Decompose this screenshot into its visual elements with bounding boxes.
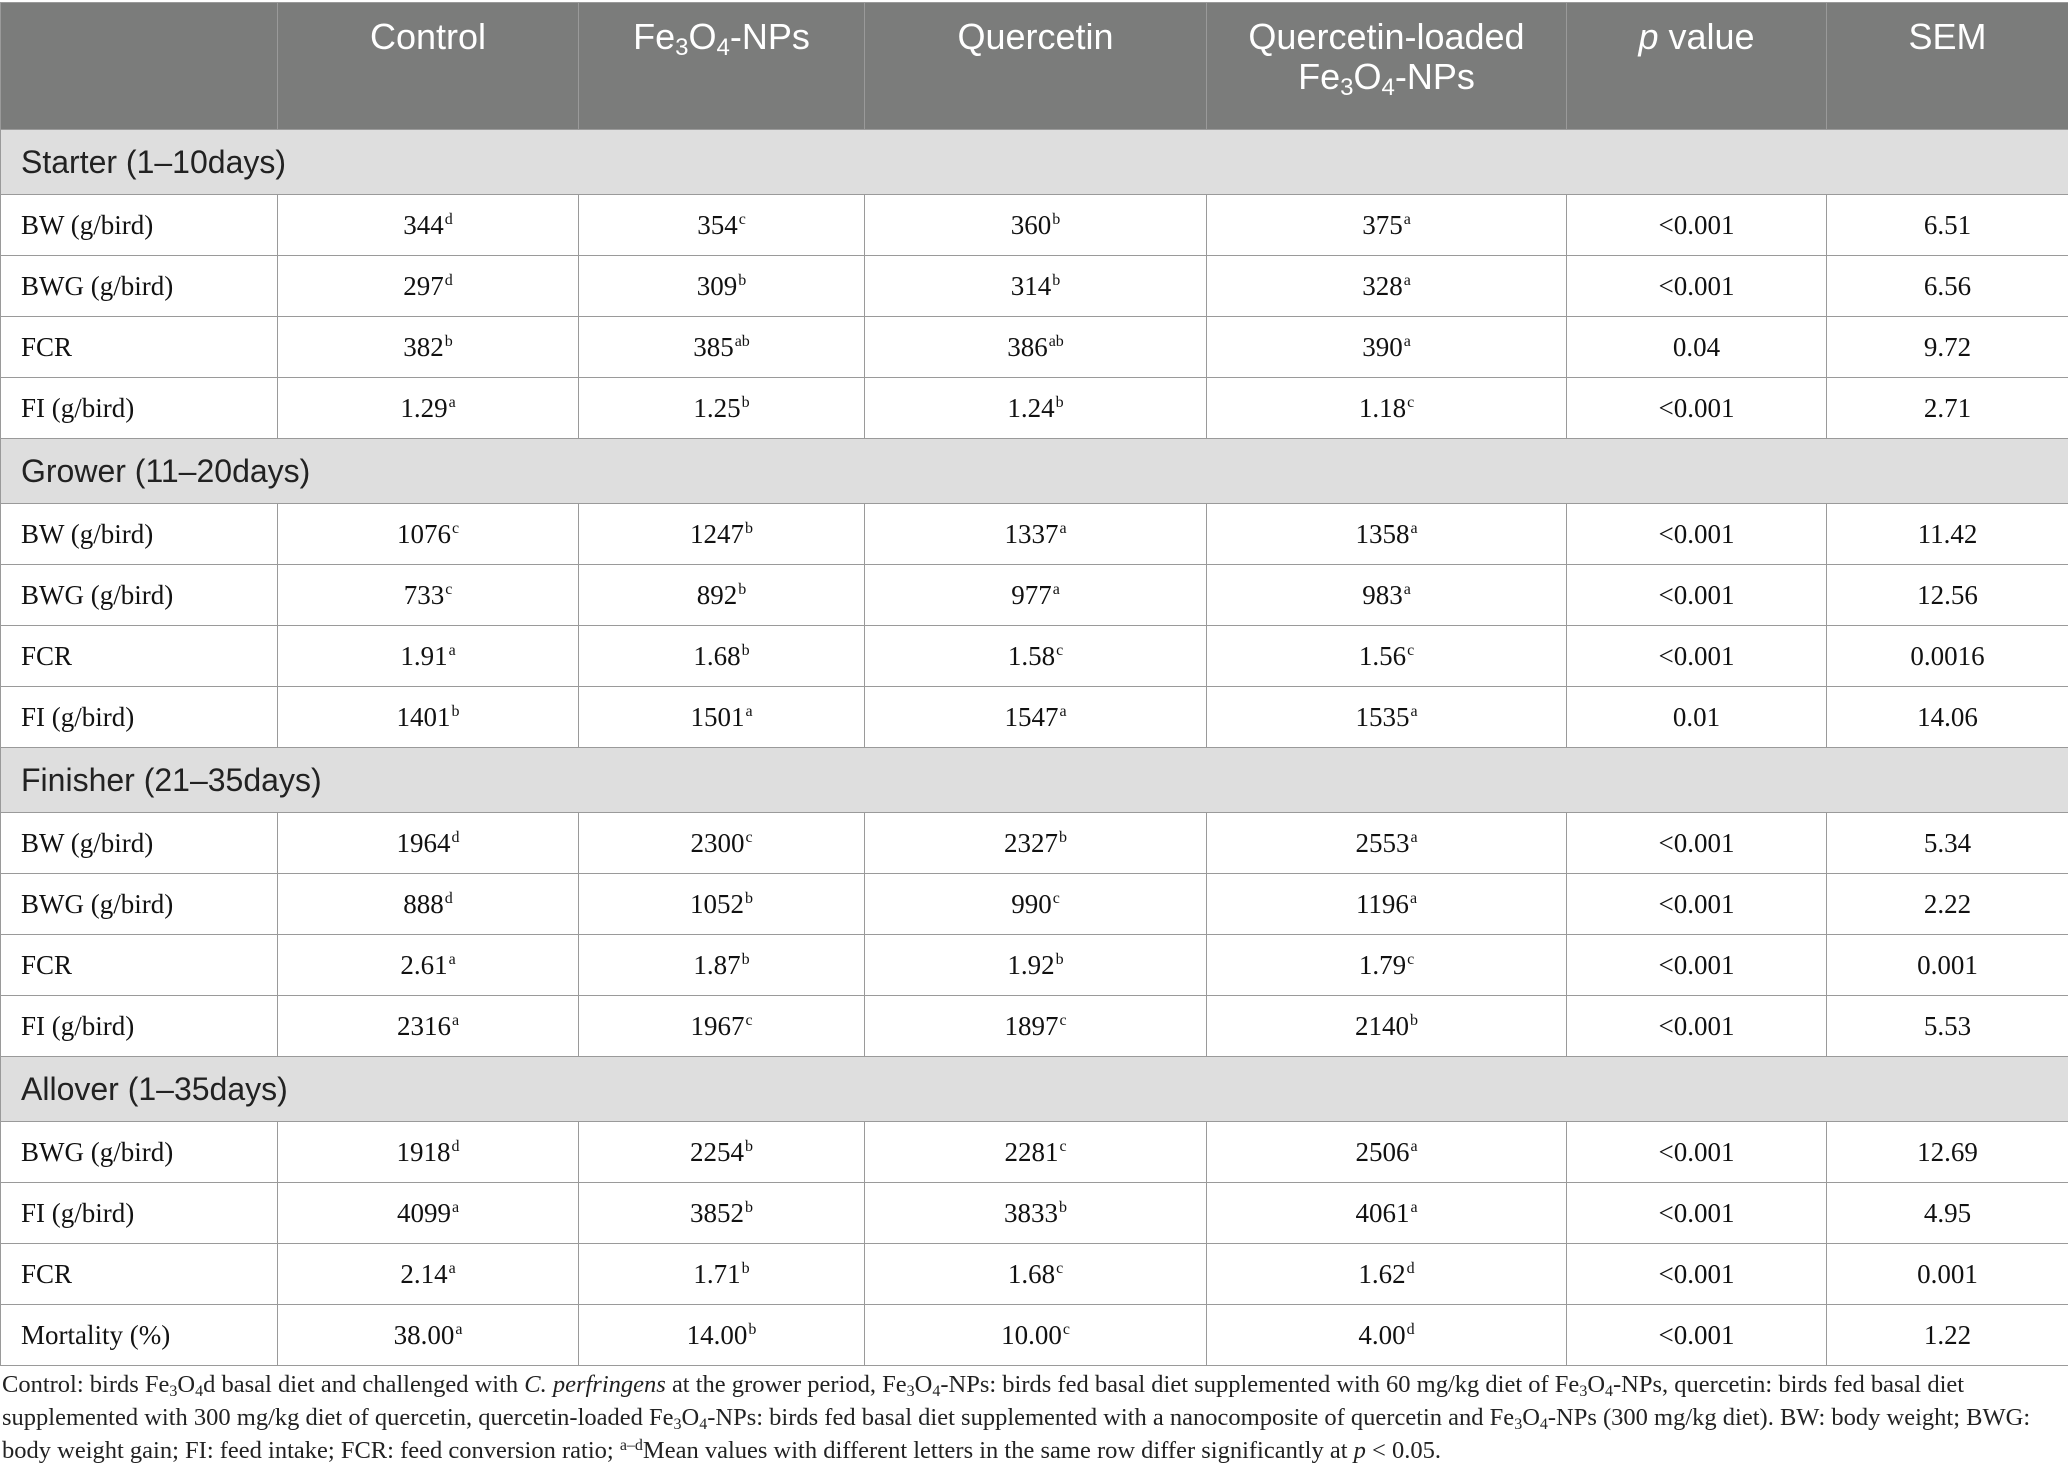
p-value-cell: <0.001	[1567, 626, 1827, 687]
significance-letter: a	[1059, 702, 1067, 720]
table-row	[1, 996, 2068, 1057]
section-title: Allover (1–35days)	[1, 1057, 2068, 1122]
table-cell	[278, 317, 579, 378]
significance-letter: b	[745, 519, 753, 537]
cell-value: 1.79	[1358, 949, 1407, 980]
table-cell	[579, 195, 865, 256]
table-cell	[1207, 504, 1567, 565]
cell-value: 1247	[690, 518, 744, 549]
cell-value: 2506	[1355, 1136, 1410, 1167]
table-cell	[278, 1183, 579, 1244]
cell-value: 1.68	[1007, 1258, 1056, 1289]
significance-letter: b	[444, 332, 453, 350]
row-label: FI (g/bird)	[1, 378, 278, 439]
significance-letter: c	[738, 210, 746, 228]
cell-value: 2140	[1355, 1010, 1409, 1041]
table-cell	[579, 1122, 865, 1183]
header-sem: SEM	[1827, 3, 2068, 130]
cell-value: 2281	[1004, 1136, 1059, 1167]
row-label: FCR	[1, 317, 278, 378]
table-row	[1, 935, 2068, 996]
cell-value: 1547	[1004, 701, 1059, 732]
significance-letter: b	[1055, 393, 1064, 411]
table-cell	[1207, 687, 1567, 748]
significance-letter: c	[445, 580, 453, 598]
significance-letter: b	[1059, 828, 1067, 846]
table-cell	[278, 813, 579, 874]
row-label: BWG (g/bird)	[1, 256, 278, 317]
cell-value: 2316	[396, 1010, 451, 1041]
significance-letter: a	[448, 641, 456, 659]
table-row	[1, 626, 2068, 687]
sem-cell: 1.22	[1827, 1305, 2068, 1366]
table-body	[1, 130, 2068, 1366]
significance-letter: d	[451, 1137, 460, 1155]
cell-value: 977	[1011, 579, 1052, 610]
sem-cell: 0.0016	[1827, 626, 2068, 687]
significance-letter: d	[451, 828, 460, 846]
cell-value: 2.61	[400, 949, 448, 980]
cell-value: 1.87	[693, 949, 741, 980]
row-label: BW (g/bird)	[1, 504, 278, 565]
table-cell	[1207, 813, 1567, 874]
significance-letter: b	[745, 1198, 753, 1216]
significance-letter: c	[1407, 393, 1415, 411]
row-label: BW (g/bird)	[1, 195, 278, 256]
sem-cell: 2.22	[1827, 874, 2068, 935]
significance-letter: c	[1059, 1011, 1067, 1029]
significance-letter: a	[455, 1320, 463, 1338]
significance-letter: b	[741, 393, 750, 411]
table-cell	[1207, 626, 1567, 687]
significance-letter: b	[738, 271, 747, 289]
table-cell	[1207, 256, 1567, 317]
cell-value: 382	[403, 331, 444, 362]
table-cell	[579, 317, 865, 378]
table-cell	[865, 1305, 1207, 1366]
table-cell	[865, 1122, 1207, 1183]
section-row	[1, 130, 2068, 195]
cell-value: 1535	[1355, 701, 1410, 732]
table-cell	[865, 504, 1207, 565]
row-label: FI (g/bird)	[1, 687, 278, 748]
sem-cell: 6.56	[1827, 256, 2068, 317]
table-row	[1, 1122, 2068, 1183]
cell-value: 38.00	[393, 1319, 455, 1350]
table-cell	[579, 1183, 865, 1244]
significance-letter: a	[1410, 702, 1418, 720]
cell-value: 1.25	[693, 392, 741, 423]
section-row	[1, 748, 2068, 813]
table-cell	[865, 626, 1207, 687]
cell-value: 328	[1362, 270, 1403, 301]
table-row	[1, 874, 2068, 935]
p-value-cell: <0.001	[1567, 504, 1827, 565]
sem-cell: 12.69	[1827, 1122, 2068, 1183]
sem-cell: 6.51	[1827, 195, 2068, 256]
cell-value: 344	[403, 209, 444, 240]
cell-value: 1.56	[1358, 640, 1407, 671]
table-row	[1, 317, 2068, 378]
table-cell	[1207, 195, 1567, 256]
significance-letter: b	[1052, 271, 1061, 289]
significance-letter: b	[1052, 210, 1061, 228]
cell-value: 1196	[1355, 888, 1409, 919]
significance-letter: a	[1403, 580, 1411, 598]
significance-letter: b	[745, 889, 753, 907]
significance-letter: a	[448, 1259, 456, 1277]
table-cell	[579, 256, 865, 317]
significance-letter: c	[1052, 889, 1060, 907]
sem-cell: 12.56	[1827, 565, 2068, 626]
cell-value: 1.71	[693, 1258, 741, 1289]
significance-letter: b	[451, 702, 460, 720]
sem-cell: 11.42	[1827, 504, 2068, 565]
cell-value: 1337	[1004, 518, 1059, 549]
header-corner	[1, 3, 278, 130]
table-cell	[865, 317, 1207, 378]
cell-value: 2553	[1355, 827, 1410, 858]
row-label: FCR	[1, 935, 278, 996]
p-value-cell: <0.001	[1567, 996, 1827, 1057]
p-value-cell: 0.01	[1567, 687, 1827, 748]
significance-letter: d	[444, 271, 453, 289]
significance-letter: b	[1055, 950, 1064, 968]
cell-value: 1.91	[400, 640, 448, 671]
row-label: BWG (g/bird)	[1, 565, 278, 626]
cell-value: 892	[696, 579, 738, 610]
table-cell	[579, 935, 865, 996]
cell-value: 1967	[690, 1010, 745, 1041]
significance-letter: a	[745, 702, 753, 720]
cell-value: 1.24	[1007, 392, 1055, 423]
section-title: Finisher (21–35days)	[1, 748, 2068, 813]
table-cell	[1207, 1122, 1567, 1183]
significance-letter: d	[1406, 1320, 1415, 1338]
section-title: Grower (11–20days)	[1, 439, 2068, 504]
cell-value: 10.00	[1001, 1319, 1062, 1350]
table-cell	[278, 195, 579, 256]
cell-value: 4.00	[1358, 1319, 1406, 1350]
cell-value: 733	[403, 579, 445, 610]
significance-letter: c	[1056, 1259, 1064, 1277]
table-cell	[579, 1305, 865, 1366]
table-cell	[865, 256, 1207, 317]
row-label: FI (g/bird)	[1, 1183, 278, 1244]
table-cell	[278, 1244, 579, 1305]
cell-value: 3852	[690, 1197, 744, 1228]
table-cell	[865, 813, 1207, 874]
cell-value: 14.00	[686, 1319, 748, 1350]
header-control: Control	[278, 3, 579, 130]
table-cell	[579, 996, 865, 1057]
cell-value: 2327	[1004, 827, 1058, 858]
sem-cell: 14.06	[1827, 687, 2068, 748]
results-table	[0, 2, 2068, 1366]
significance-letter: c	[1407, 641, 1415, 659]
p-value-cell: <0.001	[1567, 1305, 1827, 1366]
cell-value: 4099	[396, 1197, 451, 1228]
table-row	[1, 565, 2068, 626]
table-cell	[1207, 1305, 1567, 1366]
header-quercetin: Quercetin	[865, 3, 1207, 130]
table-cell	[1207, 996, 1567, 1057]
cell-value: 375	[1362, 209, 1403, 240]
section-title: Starter (1–10days)	[1, 130, 2068, 195]
sem-cell: 5.53	[1827, 996, 2068, 1057]
cell-value: 1501	[690, 701, 745, 732]
table-cell	[278, 1305, 579, 1366]
cell-value: 1.29	[400, 392, 448, 423]
significance-letter: a	[1403, 210, 1411, 228]
sem-cell: 2.71	[1827, 378, 2068, 439]
table-cell	[579, 565, 865, 626]
cell-value: 1.58	[1007, 640, 1056, 671]
table-cell	[1207, 935, 1567, 996]
p-value-cell: <0.001	[1567, 874, 1827, 935]
table-row	[1, 1244, 2068, 1305]
cell-value: 1076	[396, 518, 451, 549]
p-value-cell: <0.001	[1567, 565, 1827, 626]
significance-letter: b	[1410, 1011, 1418, 1029]
significance-letter: c	[1056, 641, 1064, 659]
table-cell	[865, 687, 1207, 748]
table-cell	[865, 195, 1207, 256]
table-cell	[579, 504, 865, 565]
row-label: BWG (g/bird)	[1, 874, 278, 935]
p-value-cell: <0.001	[1567, 1122, 1827, 1183]
significance-letter: a	[1410, 1198, 1418, 1216]
table-footnote: Control: birds $Fe_3O_4d$ basal diet and challenged with C. perfringens at the grower period, $Fe_3O_4$-NPs: birds fed basal diet supplemented with 60 mg/kg diet of $Fe_3O_4$-NPs, quercetin: birds fed basal diet supplemented with 300 mg/kg diet of quercetin, quercetin-loaded $Fe_3O_4$-NPs: birds fed basal diet supplemented with a nanocomposite of quercetin and $Fe_3O_4$-NPs (300 mg/kg diet). BW: body weight; BWG: body weight gain; FI: feed intake; FCR: feed conversion ratio; $^{a-d}$Mean values with different letters in the same row differ significantly at p < 0.05.	[2, 1371, 2031, 1464]
table-cell	[865, 378, 1207, 439]
row-label: FCR	[1, 1244, 278, 1305]
table-cell	[865, 1183, 1207, 1244]
table-cell	[278, 996, 579, 1057]
cell-value: 2.14	[400, 1258, 448, 1289]
significance-letter: a	[1059, 519, 1067, 537]
row-label: FCR	[1, 626, 278, 687]
table-cell	[278, 1122, 579, 1183]
table-cell	[579, 687, 865, 748]
significance-letter: b	[745, 1137, 753, 1155]
significance-letter: b	[748, 1320, 757, 1338]
table-cell	[1207, 1244, 1567, 1305]
significance-letter: c	[1407, 950, 1415, 968]
cell-value: 2300	[690, 827, 745, 858]
table-cell	[278, 504, 579, 565]
significance-letter: a	[1410, 1137, 1418, 1155]
significance-letter: c	[745, 1011, 753, 1029]
table-cell	[278, 256, 579, 317]
significance-letter: b	[738, 580, 747, 598]
header-p-value: p value	[1567, 3, 1827, 130]
p-value-cell: <0.001	[1567, 1244, 1827, 1305]
sem-cell: 0.001	[1827, 935, 2068, 996]
p-value-cell: <0.001	[1567, 195, 1827, 256]
cell-value: 3833	[1004, 1197, 1058, 1228]
cell-value: 1918	[396, 1136, 451, 1167]
cell-value: 1.62	[1358, 1258, 1406, 1289]
table-cell	[278, 565, 579, 626]
header-fe3o4-nps: $Fe_3O_4$-NPs	[579, 3, 865, 130]
significance-letter: a	[451, 1198, 460, 1216]
table-cell	[865, 935, 1207, 996]
sem-cell: 9.72	[1827, 317, 2068, 378]
significance-letter: a	[1403, 332, 1411, 350]
table-row	[1, 504, 2068, 565]
cell-value: 390	[1362, 331, 1403, 362]
p-value-cell: <0.001	[1567, 813, 1827, 874]
table-cell	[865, 1244, 1207, 1305]
sem-cell: 4.95	[1827, 1183, 2068, 1244]
table-cell	[579, 813, 865, 874]
significance-letter: d	[444, 889, 453, 907]
table-cell	[1207, 317, 1567, 378]
row-label: Mortality (%)	[1, 1305, 278, 1366]
table-row	[1, 195, 2068, 256]
significance-letter: a	[451, 1011, 460, 1029]
p-value-cell: 0.04	[1567, 317, 1827, 378]
significance-letter: ab	[1048, 332, 1064, 350]
significance-letter: a	[448, 950, 456, 968]
row-label: BWG (g/bird)	[1, 1122, 278, 1183]
table-cell	[1207, 565, 1567, 626]
cell-value: 1.18	[1358, 392, 1407, 423]
significance-letter: d	[444, 210, 453, 228]
table-cell	[278, 874, 579, 935]
section-row	[1, 439, 2068, 504]
table-cell	[278, 378, 579, 439]
significance-letter: b	[741, 950, 750, 968]
sem-cell: 5.34	[1827, 813, 2068, 874]
significance-letter: c	[451, 519, 460, 537]
cell-value: 1897	[1004, 1010, 1059, 1041]
significance-letter: c	[1062, 1320, 1070, 1338]
table-header	[1, 3, 2068, 130]
cell-value: 385	[693, 331, 734, 362]
table-cell	[278, 935, 579, 996]
cell-value: 4061	[1355, 1197, 1410, 1228]
sem-cell: 0.001	[1827, 1244, 2068, 1305]
table-cell	[1207, 1183, 1567, 1244]
cell-value: 386	[1007, 331, 1048, 362]
table-cell	[278, 626, 579, 687]
cell-value: 1358	[1355, 518, 1410, 549]
cell-value: 360	[1010, 209, 1052, 240]
table-cell	[579, 378, 865, 439]
cell-value: 1401	[396, 701, 451, 732]
table-cell	[278, 687, 579, 748]
table-row	[1, 256, 2068, 317]
cell-value: 297	[403, 270, 444, 301]
table-cell	[579, 626, 865, 687]
table-cell	[1207, 378, 1567, 439]
table-row	[1, 1183, 2068, 1244]
p-value-cell: <0.001	[1567, 1183, 1827, 1244]
cell-value: 309	[696, 270, 738, 301]
table-cell	[579, 1244, 865, 1305]
significance-letter: c	[745, 828, 753, 846]
cell-value: 888	[403, 888, 444, 919]
table-row	[1, 813, 2068, 874]
header-row	[1, 3, 2068, 130]
table-cell	[579, 874, 865, 935]
cell-value: 2254	[690, 1136, 744, 1167]
significance-letter: ab	[734, 332, 750, 350]
p-value-cell: <0.001	[1567, 935, 1827, 996]
table-cell	[865, 565, 1207, 626]
significance-letter: b	[1059, 1198, 1067, 1216]
significance-letter: b	[741, 641, 750, 659]
significance-letter: a	[448, 393, 456, 411]
header-quercetin-loaded: Quercetin-loaded $Fe_3O_4$-NPs	[1207, 3, 1567, 130]
significance-letter: a	[1403, 271, 1411, 289]
significance-letter: a	[1410, 519, 1418, 537]
section-row	[1, 1057, 2068, 1122]
table-row	[1, 1305, 2068, 1366]
significance-letter: a	[1410, 828, 1418, 846]
table-cell	[865, 874, 1207, 935]
cell-value: 314	[1010, 270, 1052, 301]
cell-value: 1052	[690, 888, 744, 919]
cell-value: 354	[697, 209, 738, 240]
table-row	[1, 378, 2068, 439]
table-row	[1, 687, 2068, 748]
row-label: FI (g/bird)	[1, 996, 278, 1057]
p-value-cell: <0.001	[1567, 256, 1827, 317]
significance-letter: c	[1059, 1137, 1067, 1155]
table-cell	[1207, 874, 1567, 935]
cell-value: 1.92	[1007, 949, 1055, 980]
significance-letter: a	[1052, 580, 1060, 598]
cell-value: 983	[1362, 579, 1403, 610]
significance-letter: a	[1409, 889, 1418, 907]
cell-value: 1.68	[693, 640, 741, 671]
cell-value: 1964	[396, 827, 451, 858]
cell-value: 990	[1011, 888, 1052, 919]
significance-letter: b	[741, 1259, 750, 1277]
significance-letter: d	[1406, 1259, 1415, 1277]
row-label: BW (g/bird)	[1, 813, 278, 874]
table-cell	[865, 996, 1207, 1057]
p-value-cell: <0.001	[1567, 378, 1827, 439]
